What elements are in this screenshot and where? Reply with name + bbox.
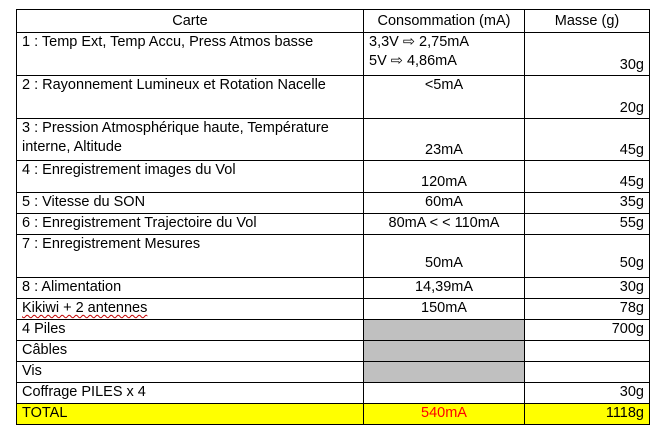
cell-carte: 7 : Enregistrement Mesures [17,235,364,278]
cell-consommation-empty [364,383,525,404]
cell-masse: 45g [525,119,650,161]
cell-carte: 4 : Enregistrement images du Vol [17,161,364,193]
cell-masse: 35g [525,193,650,214]
table-row [17,383,650,404]
table-row [17,193,650,214]
cell-masse: 55g [525,214,650,235]
table-row [17,214,650,235]
cell-carte: Coffrage PILES x 4 [17,383,364,404]
total-masse: 1118g [525,404,650,425]
table-row [17,33,650,76]
cell-carte: 2 : Rayonnement Lumineux et Rotation Nacelle [17,76,364,119]
table-row [17,119,650,161]
cell-masse: 78g [525,299,650,320]
kikiwi-text: Kikiwi + 2 antennes [22,300,148,316]
cell-carte: 1 : Temp Ext, Temp Accu, Press Atmos basse [17,33,364,76]
cell-masse: 30g [525,33,650,76]
cell-consommation: 150mA [364,299,525,320]
table-row [17,235,650,278]
total-row [17,404,650,425]
cell-carte: 3 : Pression Atmosphérique haute, Température interne, Altitude [17,119,364,161]
cell-consommation-empty [364,341,525,362]
cell-masse: 50g [525,235,650,278]
cell-consommation-empty [364,320,525,341]
cell-carte: 8 : Alimentation [17,278,364,299]
cell-consommation: 80mA < < 110mA [364,214,525,235]
cell-consommation: <5mA [364,76,525,119]
cell-carte: 6 : Enregistrement Trajectoire du Vol [17,214,364,235]
table-row [17,278,650,299]
table-row [17,299,650,320]
cell-carte: Vis [17,362,364,383]
cell-consommation [364,33,525,76]
cell-masse [525,341,650,362]
table-row [17,362,650,383]
cell-consommation: 14,39mA [364,278,525,299]
cell-masse [525,362,650,383]
cell-consommation-empty [364,362,525,383]
cell-masse: 20g [525,76,650,119]
cell-masse: 30g [525,278,650,299]
header-carte: Carte [17,10,364,33]
components-table [16,9,650,425]
cell-consommation: 50mA [364,235,525,278]
cell-carte: 4 Piles [17,320,364,341]
conso-line: 5V ⇨ 4,86mA [369,53,457,69]
cell-carte: 5 : Vitesse du SON [17,193,364,214]
cell-consommation: 23mA [364,119,525,161]
table-row [17,161,650,193]
table-row [17,341,650,362]
table-row [17,320,650,341]
conso-line: 3,3V ⇨ 2,75mA [369,34,470,50]
cell-masse: 30g [525,383,650,404]
table-row [17,76,650,119]
cell-consommation: 60mA [364,193,525,214]
cell-masse: 700g [525,320,650,341]
header-masse: Masse (g) [525,10,650,33]
cell-carte: Câbles [17,341,364,362]
header-consommation: Consommation (mA) [364,10,525,33]
total-label: TOTAL [17,404,364,425]
total-consommation: 540mA [364,404,525,425]
cell-masse: 45g [525,161,650,193]
cell-consommation: 120mA [364,161,525,193]
cell-carte [17,299,364,320]
header-row [17,10,650,33]
